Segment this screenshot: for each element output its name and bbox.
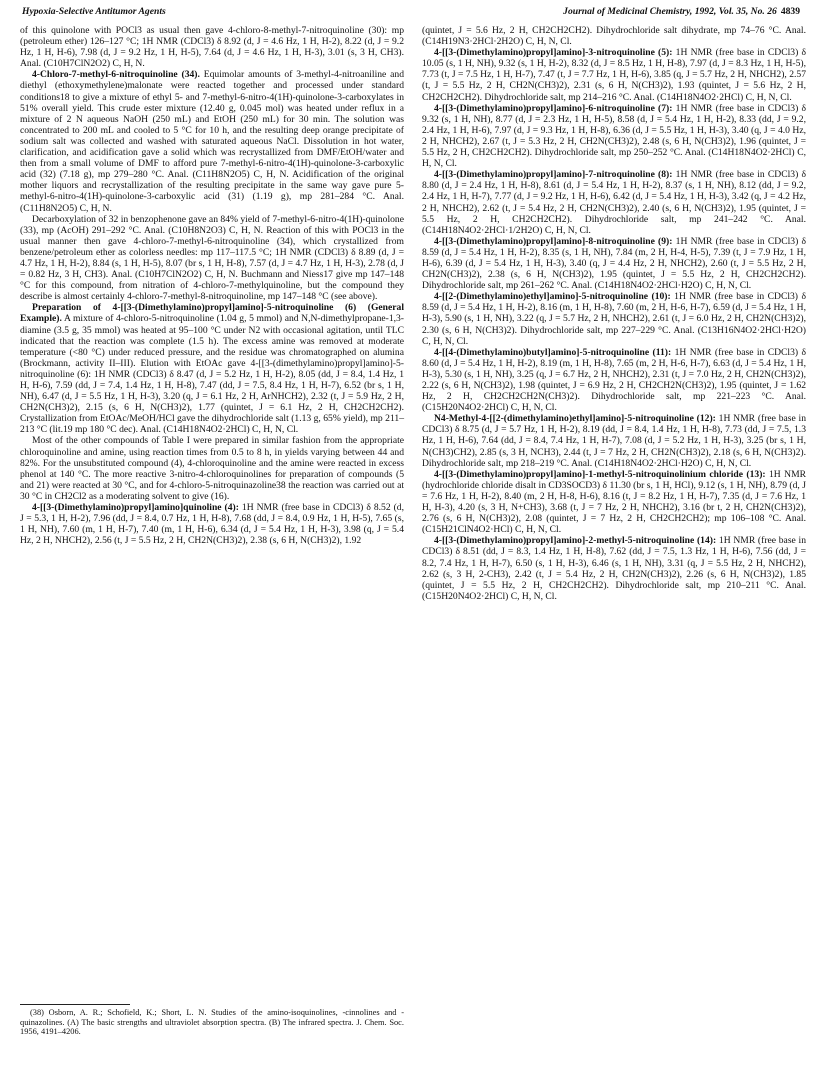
paragraph [422, 469, 806, 536]
section-heading: 4-[[3-(Dimethylamino)propyl]amino]-2-methyl-5-nitroquinoline (14): [434, 535, 717, 547]
paragraph [422, 413, 806, 468]
paragraph-text: 1H NMR (free base in CDCl3) δ 8.59 (d, J = 5.4 Hz, 1 H, H-2), 8.35 (s, 1 H, NH), 7.84 (m, 2 H, H-4, H-5), 7.39 (t, J = 7.9 Hz, 1 H, H-6), 6.39 (d, J = 5.4 Hz, 1 H, H-3), 3.40 (q, J = 4.4 Hz, 2 H, NHCH2), 2.60 (t, J = 5.5 Hz, 2 H, CH2N(CH3)2), 2.38 (s, 6 H, N(CH3)2), 1.95 (quintet, J = 5.5 Hz, 2 H, CH2CH2CH2). Dihydrochloride salt, mp 261–262 °C. Anal. (C14H18N4O2·2HCl·H2O) C, H, N, Cl. [422, 235, 806, 292]
paragraph-text: Most of the other compounds of Table I were prepared in similar fashion from the appropriate chloroquinoline and amine, using reaction times from 0.5 to 8 h, in yields varying between 44 and 82%. For the unsubstituted compound (4), 4-chloroquinoline and the amine were reacted in excess phenol at 140 °C. The more reactive 3-nitro-4-chloroquinolines for preparation of compounds (5 and 21) were reacted at 30 °C, and for 4-chloro-5-nitroquinazoline38 the reaction was carried out at 30 °C in CH2Cl2 as a moderating solvent to give (16). [20, 435, 404, 502]
footnote-divider [20, 1004, 130, 1005]
section-heading: 4-[[3-(Dimethylamino)propyl]amino]-6-nitroquinoline (7): [434, 102, 673, 114]
paragraph-text: A mixture of 4-chloro-5-nitroquinoline (1.04 g, 5 mmol) and N,N-dimethylpropane-1,3-diamine (3.5 g, 35 mmol) was heated at 95–100 °C under N2 with occasional agitation, until TLC indicated that the reaction was complete (1.5 h). The excess amine was removed at moderate temperature (<80 °C) under reduced pressure, and the residue was chromatographed on alumina (Brockmann, activity II–III). Elution with EtOAc gave 4-[[3-(dimethylamino)propyl]amino]-5-nitroquinoline (6): 1H NMR (CDCl3) δ 8.47 (d, J = 5.2 Hz, 1 H, H-2), 8.05 (dd, J = 8.4, 1.4 Hz, 1 H, H-6), 7.59 (dd, J = 7.4, 1.4 Hz, 1 H, H-8), 7.47 (dd, J = 7.5, 8.4 Hz, 1 H, H-7), 6.52 (br s, 1 H, NH), 6.47 (d, J = 5.5 Hz, 1 H, H-3), 3.20 (q, J = 6.1 Hz, 2 H, ArNHCH2), 2.32 (t, J = 5.9 Hz, 2 H, CH2N(CH3)2), 2.15 (s, 6 H, N(CH3)2), 1.77 (quintet, J = 6.1 Hz, 2 H, CH2CH2CH2). Crystallization from EtOAc/MeOH/HCl gave the dihydrochloride salt (1.13 g, 65% yield), mp 211–213 °C (lit.19 mp 180 °C dec). Anal. (C14H18N4O2·2HCl) C, H, N, Cl. [20, 313, 405, 436]
section-heading: 4-Chloro-7-methyl-6-nitroquinoline (34). [32, 69, 200, 81]
paragraph [20, 502, 404, 546]
running-head-title: Hypoxia-Selective Antitumor Agents [22, 6, 166, 17]
section-heading: 4-[[3-(Dimethylamino)propyl]amino]-1-methyl-5-nitroquinolinium chloride (13): [434, 468, 766, 480]
paragraph [422, 169, 806, 236]
paragraph [20, 214, 404, 303]
paragraph-text: 1H NMR (free base in CDCl3) δ 10.05 (s, 1 H, NH), 9.32 (s, 1 H, H-2), 8.32 (d, J = 8.5 Hz, 1 H, H-8), 7.97 (d, J = 8.3 Hz, 1 H, H-5), 7.73 (t, J = 7.5 Hz, 1 H, H-7), 7.47 (t, J = 7.7 Hz, 1 H, H-6), 3.85 (q, J = 5.7 Hz, 2 H, NHCH2), 2.57 (t, J = 5.5 Hz, 2 H, CH2N(CH3)2), 2.31 (s, 6 H, N(CH3)2), 1.93 (quintet, J = 5.6 Hz, 2 H, CH2CH2CH2). Dihydrochloride salt, mp 214–216 °C. Anal. (C14H18N4O2·2HCl) C, H, N, Cl. [422, 47, 806, 103]
paragraph-text: 1H NMR (free base in CDCl3) δ 9.32 (s, 1 H, NH), 8.77 (d, J = 2.3 Hz, 1 H, H-5), 8.58 (d, J = 5.4 Hz, 1 H, H-2), 8.33 (dd, J = 9.2, 2.4 Hz, 1 H, H-6), 7.97 (d, J = 9.3 Hz, 1 H, H-8), 6.36 (d, J = 5.5 Hz, 1 H, H-3), 3.40 (q, J = 4.0 Hz, 2 H, NHCH2), 2.67 (t, J = 5.3 Hz, 2 H, CH2N(CH3)2), 2.48 (s, 6 H, N(CH3)2), 1.96 (quintet, J = 5.5 Hz, 2 H, CH2CH2CH2). Dihydrochloride salt, mp 250–252 °C. Anal. (C14H18N4O2·2HCl) C, H, N, Cl. [422, 102, 806, 170]
running-head [22, 6, 800, 20]
section-heading: Preparation of 4-[[3-(Dimethylamino)propyl]amino]-5-nitroquinoline (6) (General Example). [20, 302, 404, 325]
paragraph [20, 25, 404, 69]
section-heading: N4-Methyl-4-[[2-(dimethylamino)ethyl]amino]-5-nitroquinoline (12): [434, 413, 716, 425]
paragraph [20, 302, 404, 435]
paragraph-text: 1H NMR (free base in CDCl3) δ 8.52 (d, J = 5.3, 1 H, H-2), 7.96 (dd, J = 8.4, 0.7 Hz, 1 H, H-8), 7.68 (dd, J = 8.4, 0.9 Hz, 1 H, H-5), 7.65 (s, 1 H, NH), 7.60 (m, 1 H, H-7), 7.40 (m, 1 H, H-6), 6.34 (d, J = 5.4 Hz, 1 H, H-3), 3.98 (q, J = 5.4 Hz, 2 H, NHCH2), 2.56 (t, J = 5.5 Hz, 2 H, CH2N(CH3)2), 2.38 (s, 6 H, N(CH3)2), 1.92 [20, 502, 404, 547]
paragraph [422, 236, 806, 291]
paragraph-text: Decarboxylation of 32 in benzophenone gave an 84% yield of 7-methyl-6-nitro-4(1H)-quinolone (33), mp (AcOH) 291–292 °C. Anal. (C10H8N2O3) C, H, N. Reaction of this with POCl3 in the usual manner then gave 4-chloro-7-methyl-6-nitroquinoline (34), which crystallized from benzene/petroleum ether as colorless needles: mp 117–117.5 °C; 1H NMR (CDCl3) δ 8.89 (d, J = 4.7 Hz, 1 H, H-2), 8.84 (s, 1 H, H-5), 8.07 (br s, 1 H, H-8), 7.57 (d, J = 4.7 Hz, 1 H, H-3), 2.78 (d, J = 0.82 Hz, 3 H, CH3). Anal. (C10H7ClN2O2) C, H, N. Buchmann and Niess17 give mp 147–148 °C for this compound, from nitration of 4-chloro-7-methylquinoline, but the compound they describe is almost certainly 4-chloro-7-methyl-8-nitroquinoline, mp 147–148 °C (see above). [20, 213, 404, 303]
footnotes [20, 1008, 404, 1037]
footnote: (38) Osborn, A. R.; Schofield, K.; Short, L. N. Studies of the amino-isoquinolines, -cinnolines and -quinazolines. (A) The basic strengths and ultraviolet absorption spectra. (B) The infrared spectra. J. Chem. Soc. 1956, 4191–4206. [20, 1008, 404, 1037]
paragraph [20, 69, 404, 213]
paragraph-text: 1H NMR (free base in CDCl3) δ 8.80 (d, J = 2.4 Hz, 1 H, H-8), 8.61 (d, J = 5.4 Hz, 1 H, H-2), 8.37 (s, 1 H, NH), 8.12 (dd, J = 9.2, 2.4 Hz, 1 H, H-7), 7.77 (d, J = 9.2 Hz, 1 H, H-6), 6.42 (d, J = 5.4 Hz, 1 H, H-3), 3.42 (q, J = 4.2 Hz, 2 H, NHCH2), 2.62 (t, J = 5.4 Hz, 2 H, CH2N(CH3)2), 2.40 (s, 6 H, N(CH3)2), 1.95 (quintet, J = 5.5 Hz, 2 H, CH2CH2CH2). Dihydrochloride salt, mp 241–242 °C. Anal. (C14H18N4O2·2HCl·1/2H2O) C, H, N, Cl. [422, 169, 806, 236]
section-heading: 4-[[3-(Dimethylamino)propyl]amino]-8-nitroquinoline (9): [434, 235, 673, 247]
paragraph [422, 103, 806, 170]
paragraph-text: 1H NMR (free base in CDCl3) δ 8.59 (d, J = 5.4 Hz, 1 H, H-2), 8.16 (m, 1 H, H-8), 7.60 (m, 2 H, H-6, H-7), 6.59 (d, J = 5.4 Hz, 1 H, H-3), 5.90 (s, 1 H, NH), 3.22 (q, J = 5.7 Hz, 2 H, NHCH2), 2.61 (t, J = 6.0 Hz, 2 H, CH2N(CH3)2), 2.30 (s, 6 H, N(CH3)2). Dihydrochloride salt, mp 227–229 °C. Anal. (C13H16N4O2·2HCl·H2O) C, H, N, Cl. [422, 291, 806, 347]
section-heading: 4-[[2-(Dimethylamino)ethyl]amino]-5-nitroquinoline (10): [434, 291, 671, 303]
paragraph [422, 347, 806, 414]
paragraph-text: 1H NMR (free base in CDCl3) δ 8.75 (d, J = 5.7 Hz, 1 H, H-2), 8.19 (dd, J = 8.4, 1.4 Hz, 1 H, H-8), 7.73 (dd, J = 7.5, 1.3 Hz, 1 H, H-6), 7.64 (dd, J = 8.4, 7.4 Hz, 1 H, H-7), 7.08 (d, J = 5.2 Hz, 1 H, H-3), 3.25 (br s, 1 H, N(CH3)CH2), 2.85 (s, 3 H, NCH3), 2.44 (t, J = 7 Hz, 2 H, CH2N(CH3)2), 2.18 (s, 6 H, N(CH3)2). Dihydrochloride salt, mp 218–219 °C. Anal. (C14H18N4O2·2HCl·H2O) C, H, N, Cl. [422, 413, 806, 469]
section-heading: 4-[[3-(Dimethylamino)propyl]amino]quinoline (4): [32, 502, 239, 514]
paragraph [422, 47, 806, 102]
journal-citation: Journal of Medicinal Chemistry, 1992, Vol. 35, No. 26 [563, 6, 777, 17]
paragraph-text: of this quinolone with POCl3 as usual then gave 4-chloro-8-methyl-7-nitroquinoline (30): mp (petroleum ether) 126–127 °C; 1H NMR (CDCl3) δ 8.92 (d, J = 4.6 Hz, 1 H, H-2), 8.22 (d, J = 9.2 Hz, 1 H, H-6), 7.98 (d, J = 9.2 Hz, 1 H, H-5), 7.64 (d, J = 4.6 Hz, 1 H, H-3), 3.01 (s, 3 H, CH3). Anal. (C10H7ClN2O2) C, H, N. [20, 25, 404, 70]
left-column [20, 25, 404, 1045]
paragraph [422, 25, 806, 47]
paragraph-text: 1H NMR (free base in CDCl3) δ 8.51 (dd, J = 8.3, 1.4 Hz, 1 H, H-8), 7.62 (dd, J = 7.5, 1.3 Hz, 1 H, H-6), 7.56 (dd, J = 8.2, 7.4 Hz, 1 H, H-7), 6.50 (s, 1 H, H-3), 6.46 (s, 1 H, NH), 3.31 (q, J = 5.5 Hz, 2 H, NHCH2), 2.62 (s, 3 H, 2-CH3), 2.42 (t, J = 5.4 Hz, 2 H, CH2N(CH3)2), 2.26 (s, 6 H, N(CH3)2), 1.85 (quintet, J = 5.5 Hz, 2 H, CH2CH2CH2). Dihydrochloride salt, mp 210–211 °C. Anal. (C15H20N4O2·2HCl) C, H, N, Cl. [422, 535, 806, 602]
section-heading: 4-[[3-(Dimethylamino)propyl]amino]-7-nitroquinoline (8): [434, 169, 673, 181]
paragraph-text: 1H NMR (hydrochloride chloride disalt in CD3SOCD3) δ 11.30 (br s, 1 H, HCl), 9.12 (s, 1 H, NH), 8.79 (d, J = 7.6 Hz, 1 H, H-2), 8.40 (m, 2 H, H-8, H-6), 8.16 (t, J = 8.2 Hz, 1 H, H-7), 7.35 (d, J = 7.6 Hz, 1 H, H-3), 4.20 (s, 3 H, N+CH3), 3.68 (t, J = 7 Hz, 2 H, NHCH2), 3.16 (br t, 2 H, CH2N(CH3)2), 2.76 (s, 6 H, N(CH3)2), 2.08 (quintet, J = 7 Hz, 2 H, CH2CH2CH2); mp 106–108 °C. Anal. (C15H21ClN4O2·HCl) C, H, N, Cl. [422, 468, 806, 536]
paragraph [422, 291, 806, 346]
running-head-journal [563, 6, 800, 17]
paragraph [422, 535, 806, 602]
paragraph-text: (quintet, J = 5.6 Hz, 2 H, CH2CH2CH2). Dihydrochloride salt dihydrate, mp 74–76 °C. Anal. (C14H19N3·2HCl·2H2O) C, H, N, Cl. [422, 25, 806, 48]
section-heading: 4-[[3-(Dimethylamino)propyl]amino]-3-nitroquinoline (5): [434, 47, 673, 59]
section-heading: 4-[[4-(Dimethylamino)butyl]amino]-5-nitroquinoline (11): [434, 346, 672, 358]
page-number: 4839 [780, 6, 800, 17]
right-column [422, 25, 806, 1065]
paragraph-text: 1H NMR (free base in CDCl3) δ 8.60 (d, J = 5.4 Hz, 1 H, H-2), 8.19 (m, 1 H, H-8), 7.65 (m, 2 H, H-6, H-7), 6.63 (d, J = 5.4 Hz, 1 H, H-3), 5.30 (s, 1 H, NH), 3.25 (q, J = 6.7 Hz, 2 H, NHCH2), 2.31 (t, J = 7.0 Hz, 2 H, CH2N(CH3)2), 2.22 (s, 6 H, N(CH3)2), 1.98 (quintet, J = 6.9 Hz, 2 H, CH2CH2N(CH3)2), 1.95 (quintet, J = 1.62 Hz, 2 H, CH2CH2CH2N(CH3)2). Dihydrochloride salt, mp 221–223 °C. Anal. (C15H20N4O2·2HCl) C, H, N, Cl. [422, 346, 806, 414]
paragraph-text: Equimolar amounts of 3-methyl-4-nitroaniline and diethyl (ethoxymethylene)malonate were reacted together and processed under standard conditions18 to give a mixture of ethyl 5- and 7-methyl-6-nitro-4(1H)-quinolone-3-carboxylates in 51% overall yield. This crude ester mixture (12.40 g, 0.045 mol) was heated under reflux in a mixture of 2 N aqueous NaOH (250 mL) and EtOH (250 mL) for 30 min. The solution was concentrated to 200 mL and cooled to 5 °C for 10 h, and the resulting deep orange precipitate of sodium salt was collected and washed with saturated aqueous NaCl. Dissolution in hot water, clarification, and acidification gave a solid which was recrystallized from DMF/EtOH/water and then from a small volume of DMF to afford pure 7-methyl-6-nitro-4(1H)-quinolone-3-carboxylic acid (32) (7.18 g), mp 279–280 °C. Anal. (C11H8N2O5) C, H, N. Acidification of the original mother liquors and recrystallization of the resulting precipitate in the same way gave pure 5-methyl-6-nitro-4(1H)-quinolone-3-carboxylic acid (31) (1.19 g), mp 281–284 °C. Anal. (C11H8N2O5) C, H, N. [20, 69, 404, 214]
paragraph [20, 435, 404, 502]
